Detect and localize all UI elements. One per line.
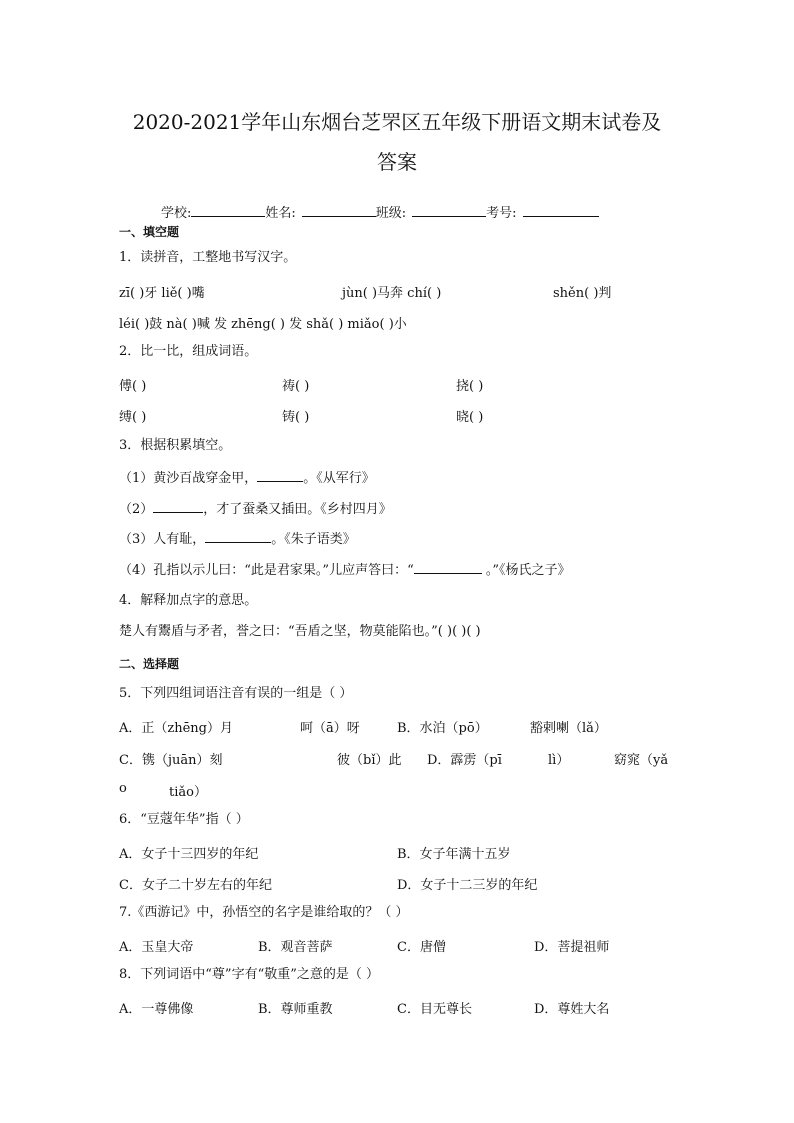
q3-item-3: （3）人有耻， 。《朱子语类》 — [119, 532, 356, 547]
q2-row1-c: 挠( ) — [456, 379, 484, 394]
q6-option-a[interactable]: A．女子十三四岁的年纪 — [119, 847, 259, 862]
q5-option-d1[interactable]: D．霹雳（pī — [427, 753, 502, 768]
q3-blank-3[interactable] — [205, 530, 271, 543]
section-2-heading: 二、选择题 — [119, 657, 180, 671]
q1-row1-c: shěn( )判 — [553, 286, 612, 301]
q8-stem: 8．下列词语中“尊”字有“敬重”之意的是（ ） — [119, 967, 379, 982]
q6-option-d[interactable]: D．女子十二三岁的年纪 — [397, 878, 538, 893]
q3-blank-1[interactable] — [257, 469, 303, 482]
q7-option-a[interactable]: A．玉皇大帝 — [119, 940, 194, 955]
q7-option-d[interactable]: D．菩提祖师 — [534, 940, 610, 955]
q3-blank-2[interactable] — [153, 500, 203, 513]
q6-option-b[interactable]: B．女子年满十五岁 — [397, 847, 511, 862]
q5-option-d3: 窈窕（yǎ — [614, 753, 669, 768]
name-blank[interactable] — [302, 204, 376, 217]
q3-stem: 3．根据积累填空。 — [119, 438, 232, 453]
q5-option-b1[interactable]: B．水泊（pō） — [397, 721, 488, 736]
q3-item-4: （4）孔指以示儿曰：“此是君家果。”儿应声答曰：“ 。”《杨氏之子》 — [119, 563, 571, 578]
number-blank[interactable] — [523, 204, 599, 217]
q2-row1-b: 祷( ) — [282, 379, 310, 394]
q2-row2-b: 铸( ) — [282, 410, 310, 425]
q1-stem: 1．读拼音，工整地书写汉字。 — [119, 250, 297, 265]
school-blank[interactable] — [191, 204, 265, 217]
q6-option-c[interactable]: C．女子二十岁左右的年纪 — [119, 878, 272, 893]
q5-option-d2: lì） — [548, 753, 570, 768]
q1-row2: léi( )鼓 nà( )喊 发 zhēng( ) 发 shǎ( ) miǎo( )小 — [119, 317, 407, 332]
q5-option-d4: o — [119, 781, 127, 796]
q8-option-c[interactable]: C．目无尊长 — [397, 1002, 472, 1017]
q1-row1-a: zī( )牙 liě( )嘴 — [119, 286, 205, 301]
q7-option-c[interactable]: C．唐僧 — [397, 940, 446, 955]
q5-option-a1[interactable]: A．正（zhēng）月 — [119, 721, 233, 736]
q5-option-c1[interactable]: C．镌（juān）刻 — [119, 753, 223, 768]
q2-stem: 2．比一比，组成词语。 — [119, 344, 258, 359]
q5-option-b2: 豁剌喇（lǎ） — [530, 721, 607, 736]
q8-option-a[interactable]: A．一尊佛像 — [119, 1002, 194, 1017]
exam-title-line-2: 答案 — [377, 150, 417, 174]
q2-row1-a: 傅( ) — [119, 379, 147, 394]
q8-option-b[interactable]: B．尊师重教 — [258, 1002, 333, 1017]
class-label: 班级: — [375, 206, 407, 221]
q1-row1-b: jùn( )马奔 chí( ) — [342, 286, 442, 301]
class-blank[interactable] — [412, 204, 486, 217]
name-label: 姓名: — [265, 206, 296, 221]
school-label: 学校: — [161, 206, 192, 221]
q6-stem: 6．“豆蔻年华”指（ ） — [119, 812, 249, 827]
q5-stem: 5．下列四组词语注音有误的一组是（ ） — [119, 686, 353, 701]
student-info-row — [161, 202, 599, 221]
exam-title-line-1: 2020-2021学年山东烟台芝罘区五年级下册语文期末试卷及 — [132, 110, 662, 134]
q5-option-c2: 彼（bǐ）此 — [337, 753, 402, 768]
q3-blank-4[interactable] — [414, 561, 482, 574]
q3-item-1: （1）黄沙百战穿金甲， 。《从军行》 — [119, 471, 375, 486]
q2-row2-c: 晓( ) — [456, 410, 484, 425]
q3-item-2: （2） ，才了蚕桑又插田。《乡村四月》 — [119, 502, 392, 517]
q7-option-b[interactable]: B．观音菩萨 — [258, 940, 333, 955]
section-1-heading: 一、填空题 — [119, 225, 180, 239]
q5-option-d5: tiǎo） — [169, 785, 207, 800]
q2-row2-a: 缚( ) — [119, 410, 147, 425]
q5-option-a2: 呵（ā）呀 — [300, 721, 360, 736]
number-label: 考号: — [486, 206, 517, 221]
q4-text: 楚人有鬻盾与矛者，誉之曰：“吾盾之坚，物莫能陷也。”( )( )( ) — [119, 624, 481, 639]
q4-stem: 4．解释加点字的意思。 — [119, 593, 258, 608]
q7-stem: 7.《西游记》中，孙悟空的名字是谁给取的？（ ） — [119, 905, 409, 920]
q8-option-d[interactable]: D．尊姓大名 — [534, 1002, 610, 1017]
